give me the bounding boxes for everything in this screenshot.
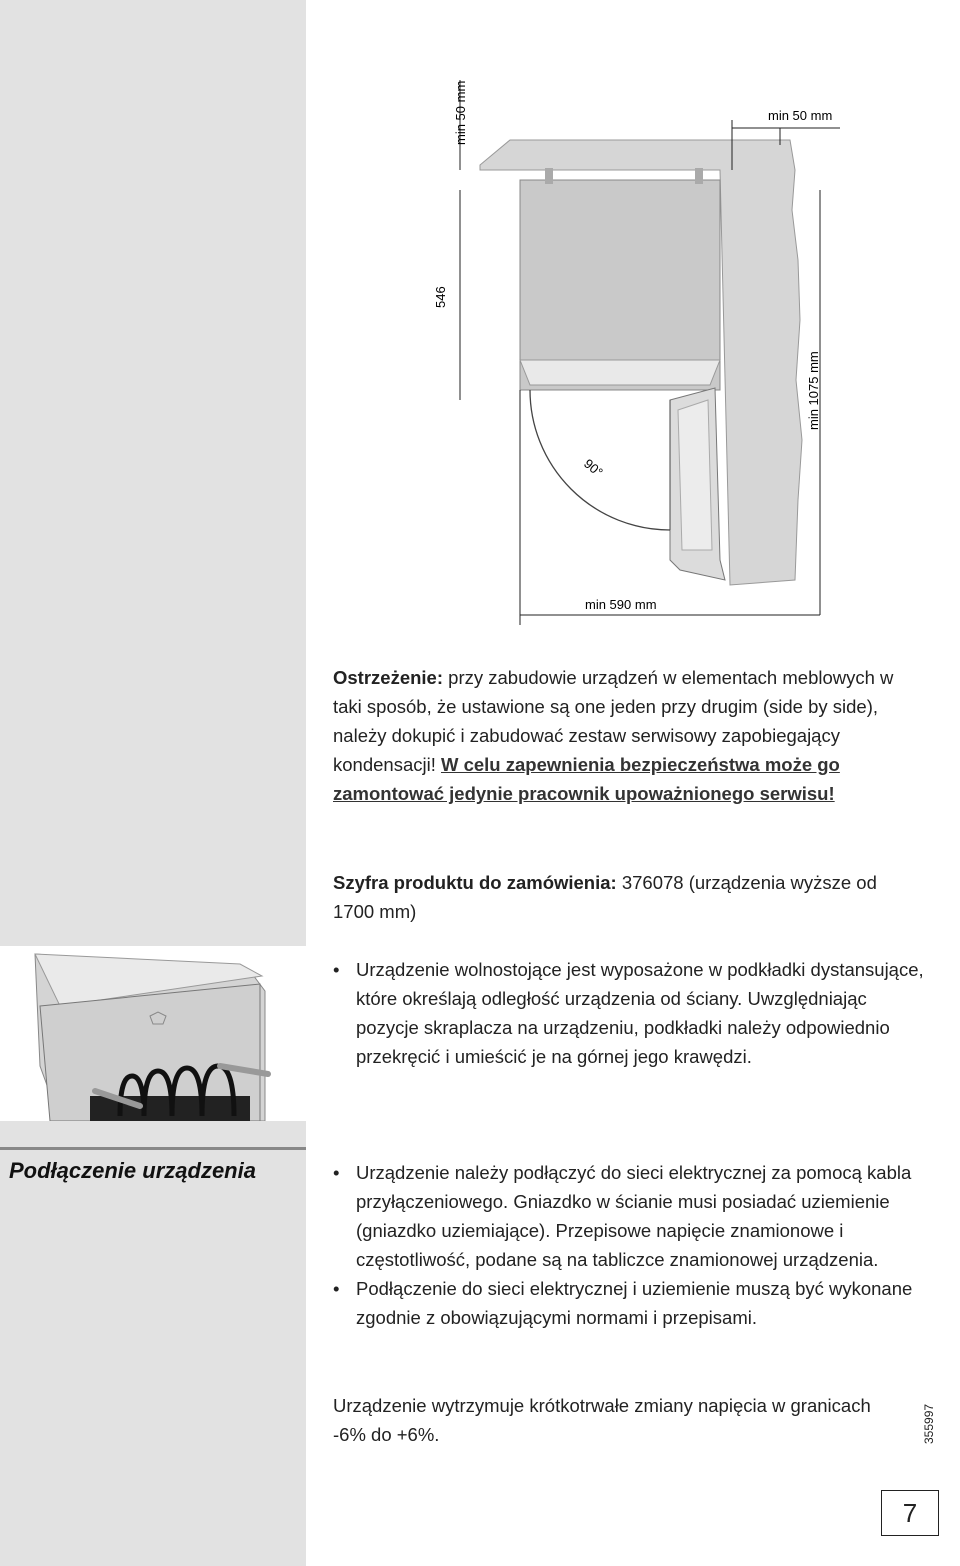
section-divider — [0, 1147, 306, 1150]
total-height-label: min 1075 mm — [806, 351, 821, 430]
connection-bullet-text: Urządzenie należy podłączyć do sieci elektrycznej za pomocą kabla przyłączeniowego. Gniazdko w ścianie musi posiadać uziemienie (gniazdko uziemiające). Przepisowe napięcie znamionowe i częstotliwość, podane są na tabliczce znamionowej urządzenia. — [356, 1162, 912, 1270]
section-title: Podłączenie urządzenia — [9, 1158, 256, 1183]
product-code-label: Szyfra produktu do zamówienia: — [333, 872, 617, 893]
top-clearance-label: min 50 mm — [453, 80, 468, 145]
bullet-icon: • — [333, 1278, 340, 1299]
list-item — [333, 1158, 928, 1274]
bullet-icon: • — [333, 1162, 340, 1183]
connection-bullet-list — [333, 1158, 928, 1332]
spacer-bullet-text: Urządzenie wolnostojące jest wyposażone w podkładki dystansujące, które określają odległość urządzenia od ściany. Uwzględniając pozycje skraplacza na urządzeniu, podkładki należy odpowiednio przekręcić i umieścić je na górnej jego krawędzi. — [356, 959, 924, 1067]
bullet-icon: • — [333, 959, 340, 980]
width-label: min 590 mm — [585, 597, 657, 612]
height-label: 546 — [433, 286, 448, 308]
document-code: 355997 — [922, 1403, 936, 1444]
list-item — [333, 1274, 928, 1332]
spacer-photo — [0, 946, 306, 1121]
product-code-paragraph — [333, 868, 918, 926]
voltage-note: Urządzenie wytrzymuje krótkotrwałe zmiany napięcia w granicach -6% do +6%. — [333, 1395, 871, 1445]
warning-label: Ostrzeżenie: — [333, 667, 444, 688]
list-item — [333, 955, 928, 1071]
warning-paragraph — [333, 663, 918, 808]
clearance-diagram — [420, 60, 890, 640]
spacer-bullet-list — [333, 955, 928, 1071]
angle-label: 90° — [581, 455, 606, 480]
left-sidebar — [0, 0, 306, 1566]
warning-text: przy zabudowie urządzeń w elementach meblowych w taki sposób, że ustawione są one jeden przy drugim (side by side), należy dokupić i zabudować zestaw serwisowy zapobiegający kondensacji! — [333, 667, 894, 775]
product-code-text: 376078 (urządzenia wyższe od 1700 mm) — [333, 872, 877, 922]
connection-bullet-text: Podłączenie do sieci elektrycznej i uziemienie muszą być wykonane zgodnie z obowiązującymi normami i przepisami. — [356, 1278, 913, 1328]
page-number: 7 — [881, 1490, 939, 1536]
warning-underlined-text: W celu zapewnienia bezpieczeństwa może go zamontować jedynie pracownik upoważnionego serwisu! — [333, 754, 840, 804]
side-clearance-label: min 50 mm — [768, 108, 833, 123]
